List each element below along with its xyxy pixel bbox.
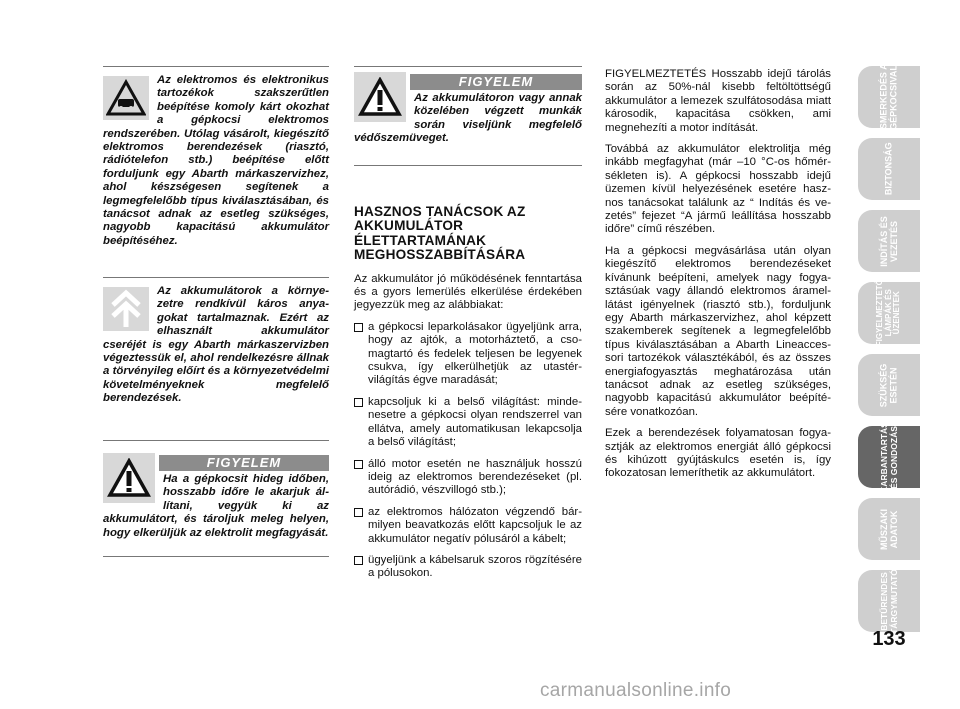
watermark: carmanualsonline.info [540,680,732,701]
tip-item: a gépkocsi leparkolásakor ügyeljünk arra, hogy az ajtók, a motorháztető, a csomagtartó és fedelek teljesen be legyenek csukva, így elkerülhetjük az utastérvilágítás égve maradását; [354,321,582,388]
tab-karbantartas[interactable]: KARBANTARTÁS ÉS GONDOZÁS [858,426,920,488]
eye-protection-text: Az akkumulátoron vagy annak közelében végzett munkák során viseljünk megfelelő védőszemüveget. [354,92,582,145]
chapter-tabs [858,62,920,642]
cold-weather-text: Ha a gépkocsit hideg időben, hosszabb időre le akarjuk állítani, vegyük ki az akkumulátort, és tároljuk meleg helyen, hogy elkerüljük az elektrolit megfagyását. [103,473,329,539]
warning-icon-box-middle [354,72,406,122]
recycle-chevron-icon [109,289,143,329]
rule-left-3 [103,440,329,441]
tab-biztonsag[interactable]: BIZTONSÁG [858,138,920,200]
rule-middle-2 [354,165,582,166]
tab-betrendes[interactable]: BETŰRENDES TÁRGYMUTATÓ [858,570,920,632]
warning-header-middle: FIGYELEM [410,74,582,90]
warning-header-left: FIGYELEM [159,455,329,471]
tip-item: álló motor esetén ne használjuk hosszú ideig az elektromos berendezéseket (pl. autórádió, vészvillogó stb.); [354,458,582,498]
tip-item: ügyeljünk a kábelsaruk szoros rögzítésére a pólusokon. [354,554,582,581]
section-heading: HASZNOS TANÁCSOK AZ AKKUMULÁTOR ÉLETTARTAMÁNAK MEGHOSSZABBÍTÁSÁRA [354,204,526,263]
checkbox-icon [354,556,363,565]
section-intro: Az akkumulátor jó működésének fenntartása és a gyors lemerülés elkerülése érdekében jegyezzük meg az alábbiakat: [354,272,582,312]
paragraph: Ezek a berendezések folyamatosan fogyasztják az elektromos energiát álló gépkocsi és kihúzott gyújtáskulcs esetén is, így fokozatosan lemeríthetik az akkumulátort. [605,427,831,480]
cold-weather-warning [103,455,329,540]
top-rule-left [103,66,329,67]
car-battery-icon [106,79,146,117]
warning-triangle-icon [358,77,402,117]
paragraph: Továbbá az akkumulátor elektrolitja még inkább megfagyhat (már –10 °C-os hőmérsékleten is). A gépkocsi hosszabb idejű üzemen kívül helyezésének esetére hasznos tanácsokat találunk az “ Indítás és vezetés” fejezet “A jármű leállítása hosszabb időre” című részében. [605,143,831,236]
paragraph: FIGYELMEZTETÉS Hosszabb idejű tárolás során az 50%-nál kisebb feltöltöttségű akkumulátor a lemezek szulfátosodása miatt károsodik, kapacitása csökken, ami megnehezíti a motor indítását. [605,68,831,134]
warning-triangle-icon [107,458,151,498]
battery-tips-section [354,205,582,589]
electrical-accessory-note [103,74,329,248]
warning-icon-box-left [103,453,155,503]
environment-note [103,285,329,406]
tab-ismerkedes[interactable]: ISMERKEDÉS A GÉPKOCSIVAL [858,66,920,128]
rule-left-4 [103,556,329,557]
checkbox-icon [354,508,363,517]
storage-advice-section [605,68,831,489]
environment-text: Az akkumulátorok a környezetre rendkívül káros anyagokat tartalmaznak. Ezért az elhasznált akkumulátor cseréjét is egy Abarth márkaszervizben végeztessük el, ahol rendelkezésre állnak a törvényileg előírt és a környezetvédelmi követelményeknek megfelelő berendezések. [103,285,329,405]
tab-inditas[interactable]: INDÍTÁS ÉS VEZETÉS [858,210,920,272]
page-number: 133 [872,628,906,650]
tab-figyelmezteto[interactable]: FIGYELMEZTETŐ LÁMPÁK ÉS ÜZENETEK [858,282,920,344]
tip-item: az elektromos hálózaton végzendő bármilyen beavatkozás előtt kapcsoljuk le az akkumulátor negatív pólusáról a kábelt; [354,506,582,546]
checkbox-icon [354,460,363,469]
tip-item: kapcsoljuk ki a belső világítást: mindenesetre a gépkocsi olyan rendszerrel van ellátva, amely automatikusan lekapcsolja a belső világítást; [354,396,582,450]
electrical-accessory-text: Az elektromos és elektronikus tartozékok szakszerűtlen beépítése komoly kárt okozhat a gépkocsi elektromos rendszerében. Utólag vásárolt, kiegészítő elektromos berendezések (riasztó, rádiótelefon stb.) beépítése előtt forduljunk egy Abarth márkaszervizhez, ahol készségesen segítenek a legmegfelelőbb típus kiválasztásában, és tanácsot adnak az esetleg szükséges, nagyobb kapacitású akkumulátor beépítéséhez. [103,74,329,247]
tab-muszaki[interactable]: MŰSZAKI ADATOK [858,498,920,560]
eye-protection-warning [354,74,582,146]
paragraph: Ha a gépkocsi megvásárlása után olyan kiegészítő elektromos berendezéseket kívánunk beépíteni, amelyek nagy fogyasztásúak vagy állandó elektromos áramellátást igényelnek (riasztó stb.), forduljunk egy Abarth márkaszervizhez, ahol képzett szakemberek segítenek a legmegfelelőbb típus kiválasztásában a Abarth Lineaccessori tartozékok választékából, és az összes energiafogyasztás meghatározása után tanácsot adnak az esetleg szükséges, nagyobb kapacitású akkumulátor beépítésére vonatkozóan. [605,244,831,418]
checkbox-icon [354,323,363,332]
checkbox-icon [354,398,363,407]
tab-szukseg[interactable]: SZÜKSÉG ESETÉN [858,354,920,416]
rule-left-2 [103,277,329,278]
top-rule-middle [354,66,582,67]
car-warning-icon-box [103,76,149,120]
environment-icon-box [103,287,149,331]
